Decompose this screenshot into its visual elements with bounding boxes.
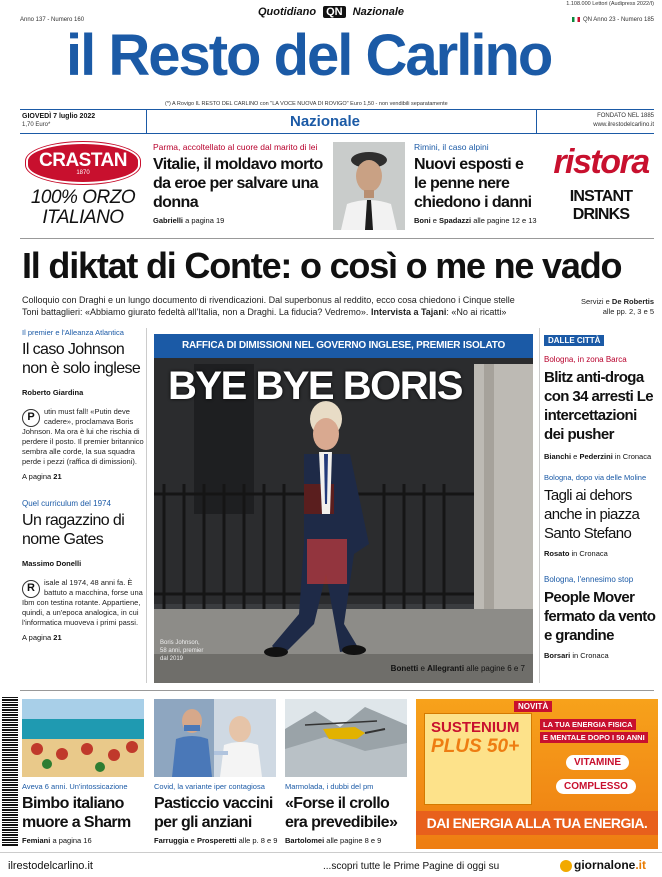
right-byline-2 — [544, 549, 659, 558]
byline: Rosato — [544, 549, 570, 558]
readers-count: 1.108.000 Lettori (Audipress 2022/I) — [566, 1, 654, 7]
crastan-year: 1870 — [76, 170, 90, 176]
crastan-brand: CRASTAN — [39, 150, 127, 171]
byline-name: Bartolomei — [285, 836, 325, 845]
bottom-story-1[interactable] — [22, 699, 144, 845]
sharm-photo — [22, 699, 144, 777]
qn-logo: QN — [323, 6, 346, 18]
right-kicker-1: Bologna, in zona Barca — [544, 355, 627, 364]
lead-sub-2 — [22, 307, 567, 317]
issue-right-text: QN Anno 23 - Numero 185 — [582, 17, 654, 24]
edition-label: Nazionale — [290, 113, 361, 130]
credit-pages: alle pagine 6 e 7 — [466, 664, 525, 673]
bottom-story-2[interactable] — [154, 699, 276, 845]
top-story-2[interactable] — [414, 142, 536, 230]
product-box — [424, 713, 532, 805]
ad-vitamine: VITAMINE — [566, 755, 629, 770]
giornalone-logo[interactable] — [560, 858, 646, 872]
sustenium-ad[interactable] — [416, 699, 658, 849]
center-banner: RAFFICA DI DIMISSIONI NEL GOVERNO INGLESE, PREMIER ISOLATO — [154, 334, 533, 358]
right-headline-1[interactable]: Blitz anti-droga con 34 arresti Le intercettazioni dei pusher — [544, 369, 654, 443]
right-kicker-2: Bologna, dopo via delle Moline — [544, 473, 647, 482]
headline: Bimbo italiano muore a Sharm — [22, 795, 131, 831]
byline-name: Gabrielli — [153, 216, 184, 225]
giornalone-icon — [560, 860, 572, 872]
byline-a: Farruggia — [154, 836, 189, 845]
credit-a: Bonetti — [390, 664, 419, 673]
network-strip — [258, 6, 404, 18]
vaccine-photo — [154, 699, 276, 777]
center-headline: BYE BYE BORIS — [168, 364, 462, 408]
issue-date: GIOVEDÌ 7 luglio 2022 — [22, 113, 96, 120]
left-col-rule — [146, 328, 147, 683]
headline: Pasticcio vaccini per gli anziani — [154, 795, 273, 831]
ad-slogan: DAI ENERGIA ALLA TUA ENERGIA. — [416, 811, 658, 835]
novita-badge: NOVITÀ — [514, 701, 552, 712]
byline-name: Femiani — [22, 836, 51, 845]
kicker: Rimini, il caso alpini — [414, 142, 489, 152]
left-page-1: A pagina 21 — [22, 472, 62, 481]
portrait-photo — [333, 142, 405, 230]
ristora-ad[interactable] — [545, 142, 657, 230]
divider-bottom — [20, 690, 654, 691]
logo-tld: .it — [635, 858, 647, 872]
byline-page: a pagina 19 — [185, 216, 225, 225]
byline-a: Bianchi — [544, 452, 572, 461]
ad-complesso: COMPLESSO — [556, 779, 636, 794]
left-text-2: isale al 1974, 48 anni fa. È battuto a macchina, forse una Ibm con testina rotante. Appartiene, quindi, a un'epoca analogica, in cui l'informatica muoveva i primi passi. — [22, 578, 143, 627]
caption-line-2: 58 anni, premier — [160, 648, 204, 654]
byline-page: alle pagine 12 e 13 — [473, 216, 537, 225]
footer-site[interactable]: ilrestodelcarlino.it — [8, 860, 93, 872]
bottom-story-3[interactable] — [285, 699, 407, 845]
left-column — [22, 328, 144, 642]
issue-price: 1,70 Euro* — [22, 122, 51, 128]
left-author-1: Roberto Giardina — [22, 388, 84, 397]
footer-promo: ...scopri tutte le Prime Pagine di oggi su — [323, 861, 500, 872]
byline: Farruggia e Prosperetti alle p. 8 e 9 — [154, 836, 278, 845]
network-right: Nazionale — [352, 6, 405, 18]
byline-a: Boni — [414, 216, 431, 225]
byline-end: in Cronaca — [572, 651, 609, 660]
services-pages: alle pp. 2, 3 e 5 — [602, 307, 654, 316]
left-article-1 — [22, 407, 144, 467]
crastan-ad[interactable] — [22, 142, 144, 235]
center-photo[interactable] — [154, 334, 533, 683]
lead-sub-2-end: : «No ai ricatti» — [446, 307, 507, 317]
right-headline-2[interactable]: Tagli ai dehors anche in piazza Santo Stefano — [544, 487, 640, 542]
kicker: Covid, la variante iper contagiosa — [154, 782, 265, 791]
crastan-line2: ITALIANO — [42, 207, 124, 228]
headline: Nuovi esposti e le penne nere chiedono i danni — [414, 156, 532, 211]
byline-b: Spadazzi — [439, 216, 472, 225]
byline-page: a pagina 16 — [52, 836, 92, 845]
header-rule-bottom — [20, 133, 654, 134]
left-headline-1[interactable]: Il caso Johnson non è solo inglese — [22, 341, 141, 377]
center-caption — [160, 639, 203, 663]
founded: FONDATO NEL 1885 — [597, 113, 654, 119]
vaccination-image — [154, 699, 276, 777]
right-col-rule — [539, 328, 540, 683]
kicker: Marmolada, i dubbi del pm — [285, 782, 374, 791]
beach-image — [22, 699, 144, 777]
header-rule-top — [20, 109, 654, 110]
brand: SUSTENIUM — [431, 719, 520, 736]
right-headline-3[interactable]: People Mover fermato da vento e grandine — [544, 589, 656, 644]
right-byline-3 — [544, 651, 659, 660]
byline-b: Pederzini — [579, 452, 613, 461]
ristora-brand: ristora — [553, 143, 649, 181]
kicker: Parma, accoltellato al cuore dal marito di lei — [153, 142, 318, 152]
lead-services — [581, 297, 654, 317]
top-story-1[interactable] — [153, 142, 325, 230]
marmolada-photo — [285, 699, 407, 777]
center-credit: Bonetti e Allegranti alle pagine 6 e 7 — [390, 664, 525, 673]
right-column — [544, 330, 659, 660]
left-text-1: utin must fall! «Putin deve cadere», proclamava Boris Johnson. Ma ora è lui che rischia di perdere il posto. Il premier britannico sembra alle corde, la sua squadra perde i pezzi (raffica di dimissioni). — [22, 407, 144, 466]
lead-headline[interactable]: Il diktat di Conte: o così o me ne vado — [22, 245, 622, 286]
left-article-2 — [22, 578, 144, 628]
kicker: Aveva 6 anni. Un'intossicazione — [22, 782, 128, 791]
crastan-logo — [26, 142, 140, 184]
byline — [285, 836, 407, 845]
headline: Vitalie, il moldavo morto da eroe per salvare una donna — [153, 156, 323, 211]
network-left: Quotidiano — [258, 6, 317, 18]
product: PLUS 50+ — [431, 736, 520, 757]
byline — [22, 836, 144, 845]
caption-line-1: Boris Johnson, — [160, 640, 200, 646]
header-note: (*) A Rovigo IL RESTO DEL CARLINO con "LA VOCE NUOVA DI ROVIGO" Euro 1,50 - non vendibili separatamente — [165, 101, 448, 107]
section-dalle-citta: DALLE CITTÀ — [544, 335, 604, 346]
byline-end: in Cronaca — [614, 452, 652, 461]
crastan-line1: 100% ORZO — [30, 187, 136, 208]
ristora-tag: INSTANT DRINKS — [569, 188, 633, 223]
masthead: il Resto del Carlino — [66, 23, 552, 88]
byline-page: alle p. 8 e 9 — [238, 836, 278, 845]
issue-number-right — [572, 17, 654, 23]
italian-flag-icon — [572, 17, 580, 22]
headline: «Forse il crollo era prevedibile» — [285, 795, 398, 831]
lead-interview: Intervista a Tajani — [370, 307, 447, 317]
glacier-helicopter-image — [285, 699, 407, 777]
left-headline-2[interactable]: Un ragazzino di nome Gates — [22, 512, 125, 548]
credit-b: Allegranti — [427, 664, 465, 673]
ad-line-2: E MENTALE DOPO I 50 ANNI — [540, 732, 648, 743]
issue-number-left: Anno 137 - Numero 160 — [20, 17, 85, 23]
byline-b: Prosperetti — [196, 836, 237, 845]
website: www.ilrestodelcarlino.it — [593, 122, 654, 128]
services-label: Servizi e — [581, 297, 610, 306]
drop-cap-1: P — [22, 409, 40, 427]
logo-text: giornalone — [574, 858, 636, 872]
header-box-left — [146, 109, 147, 133]
byline: Boni e Spadazzi alle pagine 12 e 13 — [414, 216, 537, 225]
right-kicker-3: Bologna, l'ennesimo stop — [544, 575, 634, 584]
services-name: De Robertis — [611, 297, 654, 306]
byline-end: in Cronaca — [571, 549, 608, 558]
barcode — [2, 697, 18, 847]
byline — [153, 216, 325, 225]
alpine-soldier-image — [333, 142, 405, 230]
left-kicker-2: Quel curriculum del 1974 — [22, 499, 111, 508]
drop-cap-2: R — [22, 580, 40, 598]
right-byline-1: Bianchi e Pederzini in Cronaca — [544, 452, 652, 461]
ad-line-1: LA TUA ENERGIA FISICA — [540, 719, 636, 730]
header-box-right — [536, 109, 537, 133]
left-author-2: Massimo Donelli — [22, 559, 82, 568]
left-page-2: A pagina 21 — [22, 633, 62, 642]
caption-line-3: dal 2019 — [160, 656, 184, 662]
divider-top-stories — [20, 238, 654, 239]
lead-sub-1: Colloquio con Draghi e un lungo documento di rivendicazioni. Dal superbonus al reddito, ecco cosa chiedono i Cinque stelle — [22, 295, 515, 305]
byline-page: alle pagine 8 e 9 — [326, 836, 382, 845]
byline: Borsari — [544, 651, 571, 660]
lead-sub-2-text: Toni battaglieri: «Abbiamo giurato fedeltà all'Italia, non a Draghi. La fiducia? Vedremo». — [22, 307, 369, 317]
left-kicker-1: Il premier e l'Alleanza Atlantica — [22, 328, 124, 337]
